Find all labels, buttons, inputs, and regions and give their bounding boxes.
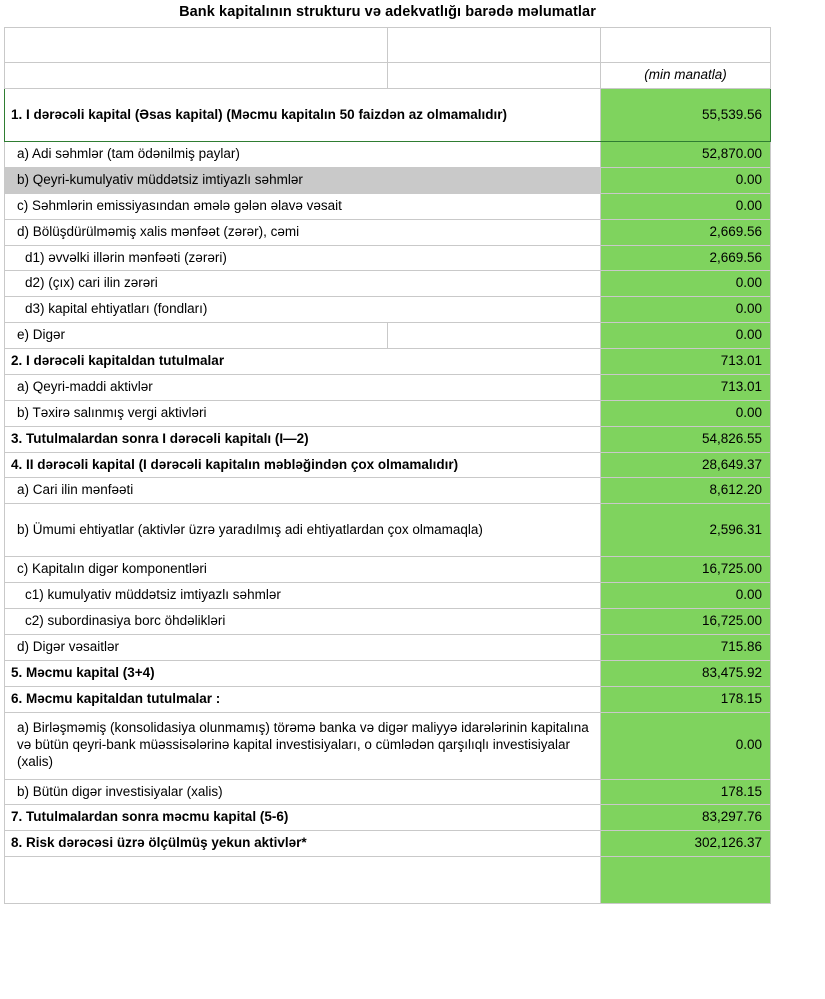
- table-row[interactable]: [5, 271, 771, 297]
- row-label: 5. Məcmu kapital (3+4): [5, 660, 601, 686]
- row-label: b) Bütün digər investisiyalar (xalis): [5, 779, 601, 805]
- table-row[interactable]: [5, 634, 771, 660]
- row-label: 8. Risk dərəcəsi üzrə ölçülmüş yekun aktivlər*: [5, 831, 601, 857]
- table-row[interactable]: [5, 349, 771, 375]
- row-value: 0.00: [601, 297, 771, 323]
- table-row[interactable]: [5, 142, 771, 168]
- units-spacer-mid: [388, 63, 601, 89]
- table-row[interactable]: [5, 609, 771, 635]
- table-row-partial[interactable]: [5, 857, 771, 904]
- row-label: a) Cari ilin mənfəəti: [5, 478, 601, 504]
- table-row[interactable]: [5, 660, 771, 686]
- row-value: 54,826.55: [601, 426, 771, 452]
- table-row[interactable]: [5, 193, 771, 219]
- table-row[interactable]: [5, 831, 771, 857]
- row-label: d3) kapital ehtiyatları (fondları): [5, 297, 601, 323]
- row-value-partial: [601, 857, 771, 904]
- units-row: [5, 63, 771, 89]
- table-row[interactable]: [5, 245, 771, 271]
- table-row[interactable]: [5, 504, 771, 557]
- table-row[interactable]: [5, 323, 771, 349]
- table-row[interactable]: [5, 557, 771, 583]
- row-label: d) Bölüşdürülməmiş xalis mənfəət (zərər), cəmi: [5, 219, 601, 245]
- row-label: 3. Tutulmalardan sonra I dərəcəli kapitalı (I—2): [5, 426, 601, 452]
- row-label-partial: [5, 857, 601, 904]
- row-value: 178.15: [601, 779, 771, 805]
- empty-header-row: [5, 28, 771, 63]
- row-label: c) Kapitalın digər komponentləri: [5, 557, 601, 583]
- row-value: 8,612.20: [601, 478, 771, 504]
- row-value: 2,669.56: [601, 219, 771, 245]
- table-row[interactable]: [5, 400, 771, 426]
- row-value: 302,126.37: [601, 831, 771, 857]
- row-label: d) Digər vəsaitlər: [5, 634, 601, 660]
- row-label-extra-cell: [388, 323, 601, 349]
- empty-cell-value: [601, 28, 771, 63]
- row-value: 0.00: [601, 583, 771, 609]
- row-value: 2,669.56: [601, 245, 771, 271]
- row-value: 83,475.92: [601, 660, 771, 686]
- units-label: (min manatla): [601, 63, 771, 89]
- table-row[interactable]: [5, 478, 771, 504]
- row-value: 0.00: [601, 193, 771, 219]
- table-row[interactable]: [5, 426, 771, 452]
- row-label: 6. Məcmu kapitaldan tutulmalar :: [5, 686, 601, 712]
- table-row[interactable]: [5, 452, 771, 478]
- row-label: c2) subordinasiya borc öhdəlikləri: [5, 609, 601, 635]
- row-value: 0.00: [601, 323, 771, 349]
- table-row[interactable]: [5, 374, 771, 400]
- row-value: 713.01: [601, 374, 771, 400]
- empty-cell-mid: [388, 28, 601, 63]
- table-row[interactable]: [5, 167, 771, 193]
- table-row[interactable]: [5, 583, 771, 609]
- title-row: [5, 0, 771, 28]
- table-row[interactable]: [5, 779, 771, 805]
- row-value: 28,649.37: [601, 452, 771, 478]
- row-value: 713.01: [601, 349, 771, 375]
- units-spacer-label: [5, 63, 388, 89]
- row-value: 715.86: [601, 634, 771, 660]
- row-label: d2) (çıx) cari ilin zərəri: [5, 271, 601, 297]
- row-label: 7. Tutulmalardan sonra məcmu kapital (5-6): [5, 805, 601, 831]
- row-label: 4. II dərəcəli kapital (I dərəcəli kapitalın məbləğindən çox olmamalıdır): [5, 452, 601, 478]
- row-label: c1) kumulyativ müddətsiz imtiyazlı səhmlər: [5, 583, 601, 609]
- row-value: 0.00: [601, 712, 771, 779]
- table-row[interactable]: [5, 89, 771, 142]
- row-value: 178.15: [601, 686, 771, 712]
- row-label: 1. I dərəcəli kapital (Əsas kapital) (Məcmu kapitalın 50 faizdən az olmamalıdır): [5, 89, 601, 142]
- row-label: d1) əvvəlki illərin mənfəəti (zərəri): [5, 245, 601, 271]
- row-value: 2,596.31: [601, 504, 771, 557]
- row-value: 0.00: [601, 167, 771, 193]
- row-label: 2. I dərəcəli kapitaldan tutulmalar: [5, 349, 601, 375]
- row-value: 16,725.00: [601, 557, 771, 583]
- row-label: b) Təxirə salınmış vergi aktivləri: [5, 400, 601, 426]
- page-title: Bank kapitalının strukturu və adekvatlığı barədə məlumatlar: [5, 0, 771, 28]
- row-label: b) Qeyri-kumulyativ müddətsiz imtiyazlı səhmlər: [5, 167, 601, 193]
- row-value: 52,870.00: [601, 142, 771, 168]
- row-label: c) Səhmlərin emissiyasından əmələ gələn əlavə vəsait: [5, 193, 601, 219]
- table-row[interactable]: [5, 686, 771, 712]
- table-row[interactable]: [5, 219, 771, 245]
- table-row[interactable]: [5, 805, 771, 831]
- row-label: b) Ümumi ehtiyatlar (aktivlər üzrə yaradılmış adi ehtiyatlardan çox olmamaqla): [5, 504, 601, 557]
- capital-structure-table: [4, 0, 771, 904]
- row-label: e) Digər: [5, 323, 388, 349]
- row-value: 55,539.56: [601, 89, 771, 142]
- row-value: 16,725.00: [601, 609, 771, 635]
- row-label: a) Birləşməmiş (konsolidasiya olunmamış) törəmə banka və digər maliyyə idarələrinin kapitalına və bütün qeyri-bank müəssisələrinə kapital investisiyaları, o cümlədən qarşılıqlı investisiyalar (xalis): [5, 712, 601, 779]
- table-row[interactable]: [5, 297, 771, 323]
- row-label: a) Adi səhmlər (tam ödənilmiş paylar): [5, 142, 601, 168]
- row-label: a) Qeyri-maddi aktivlər: [5, 374, 601, 400]
- row-value: 0.00: [601, 271, 771, 297]
- empty-cell-label: [5, 28, 388, 63]
- row-value: 83,297.76: [601, 805, 771, 831]
- table-row[interactable]: [5, 712, 771, 779]
- row-value: 0.00: [601, 400, 771, 426]
